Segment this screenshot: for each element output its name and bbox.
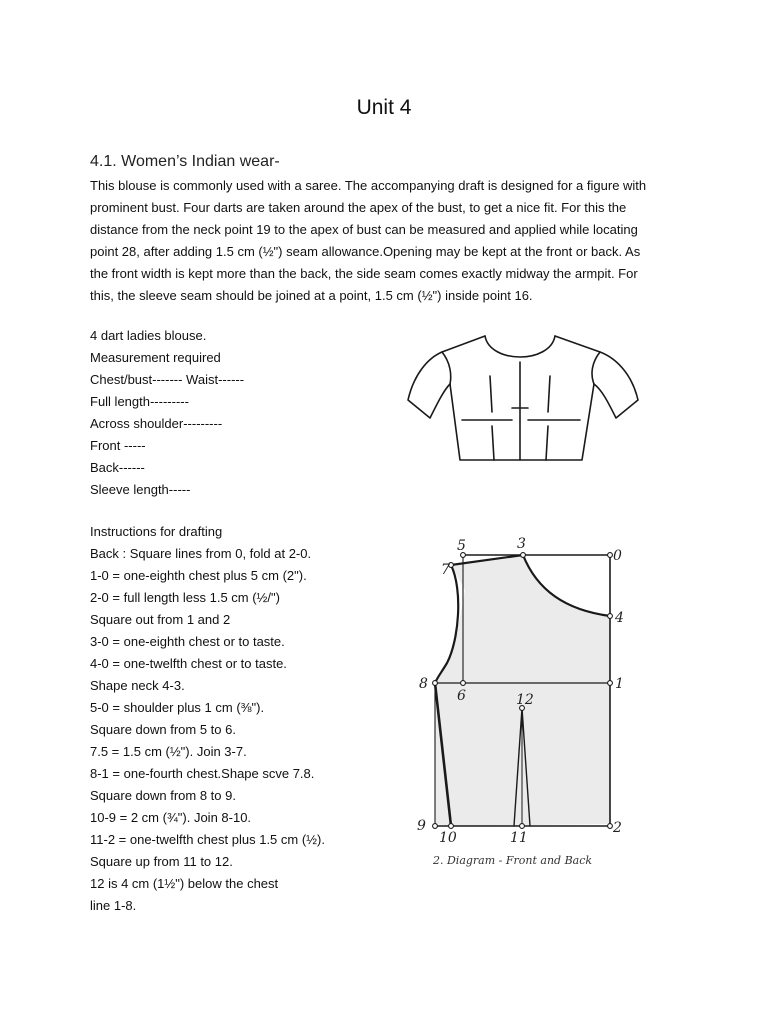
instruction-line: 11-2 = one-twelfth chest plus 1.5 cm (½). xyxy=(90,832,325,847)
right-armhole xyxy=(592,352,600,384)
instruction-line: 7.5 = 1.5 cm (½"). Join 3-7. xyxy=(90,744,247,759)
draft-diagram-svg xyxy=(405,528,645,876)
instruction-line: Back : Square lines from 0, fold at 2-0. xyxy=(90,546,312,561)
point-1-label: 1 xyxy=(615,676,624,692)
dart-upper-right xyxy=(548,376,550,412)
instruction-line: Square out from 1 and 2 xyxy=(90,612,231,627)
measurement-line: Measurement required xyxy=(90,350,221,365)
section-heading: 4.1. Women’s Indian wear- xyxy=(90,153,280,170)
intro-line: distance from the neck point 19 to the apex of bust can be measured and applied while locating xyxy=(90,222,638,237)
instruction-line: line 1-8. xyxy=(90,898,137,913)
measurement-line: Chest/bust------- Waist------ xyxy=(90,372,245,387)
left-sleeve xyxy=(408,352,450,418)
instruction-line: Square down from 8 to 9. xyxy=(90,788,236,803)
dart-upper-left xyxy=(490,376,492,412)
instruction-line: 12 is 4 cm (1½") below the chest xyxy=(90,876,279,891)
right-sleeve xyxy=(594,352,638,418)
measurement-line: 4 dart ladies blouse. xyxy=(90,328,207,343)
point-0-marker xyxy=(608,553,613,558)
left-shoulder xyxy=(442,336,485,352)
diagram-caption: 2. Diagram - Front and Back xyxy=(433,854,593,867)
measurement-list xyxy=(90,325,244,501)
point-7-label: 7 xyxy=(441,562,450,578)
measurement-line: Across shoulder--------- xyxy=(90,416,223,431)
point-11-label: 11 xyxy=(510,830,528,846)
blouse-illustration xyxy=(400,330,645,464)
point-1-marker xyxy=(608,681,613,686)
measurement-line: Back------ xyxy=(90,460,145,475)
point-11-marker xyxy=(520,824,525,829)
point-3-marker xyxy=(521,553,526,558)
point-12-label: 12 xyxy=(516,692,534,708)
point-3-label: 3 xyxy=(517,536,526,552)
intro-line: This blouse is commonly used with a saree. The accompanying draft is designed for a figure with xyxy=(90,178,647,193)
intro-line: prominent bust. Four darts are taken around the apex of the bust, to get a nice fit. For this the xyxy=(90,200,627,215)
instruction-list xyxy=(90,521,325,917)
dart-lower-left xyxy=(492,426,494,460)
point-0-label: 0 xyxy=(613,548,622,564)
blouse-sketch xyxy=(400,330,645,464)
point-9-label: 9 xyxy=(417,818,426,834)
point-2-label: 2 xyxy=(613,820,622,836)
measurement-line: Front ----- xyxy=(90,438,146,453)
point-5-label: 5 xyxy=(457,538,466,554)
intro-line: point 28, after adding 1.5 cm (½") seam allowance.Opening may be kept at the front or back. As xyxy=(90,244,641,259)
point-9-marker xyxy=(433,824,438,829)
instruction-line: Square down from 5 to 6. xyxy=(90,722,236,737)
point-2-marker xyxy=(608,824,613,829)
page-title: Unit 4 xyxy=(356,96,412,119)
instruction-line: 1-0 = one-eighth chest plus 5 cm (2"). xyxy=(90,568,307,583)
instruction-line: Instructions for drafting xyxy=(90,524,223,539)
instruction-line: 3-0 = one-eighth chest or to taste. xyxy=(90,634,285,649)
instruction-line: 4-0 = one-twelfth chest or to taste. xyxy=(90,656,287,671)
measurement-line: Sleeve length----- xyxy=(90,482,191,497)
measurement-line: Full length--------- xyxy=(90,394,189,409)
point-8-label: 8 xyxy=(419,676,428,692)
instruction-line: 5-0 = shoulder plus 1 cm (⅜"). xyxy=(90,700,265,715)
instruction-line: Square up from 11 to 12. xyxy=(90,854,233,869)
point-4-marker xyxy=(608,614,613,619)
point-6-label: 6 xyxy=(457,688,466,704)
point-4-label: 4 xyxy=(615,610,624,626)
dart-lower-right xyxy=(546,426,548,460)
point-6-marker xyxy=(461,681,466,686)
left-armhole xyxy=(442,352,451,384)
intro-paragraph xyxy=(90,175,690,307)
instruction-line: 10-9 = 2 cm (¾"). Join 8-10. xyxy=(90,810,252,825)
blouse-body xyxy=(450,384,594,460)
point-10-label: 10 xyxy=(439,830,457,846)
point-8-marker xyxy=(433,681,438,686)
point-10-marker xyxy=(449,824,454,829)
intro-line: this, the sleeve seam should be joined at a point, 1.5 cm (½") inside point 16. xyxy=(90,288,533,303)
instruction-line: Shape neck 4-3. xyxy=(90,678,185,693)
draft-diagram xyxy=(405,528,645,876)
instruction-line: 2-0 = full length less 1.5 cm (½/") xyxy=(90,590,280,605)
right-shoulder xyxy=(555,336,600,352)
instruction-line: 8-1 = one-fourth chest.Shape scve 7.8. xyxy=(90,766,315,781)
neckline xyxy=(485,336,555,357)
intro-line: the front width is kept more than the back, the side seam comes exactly midway the armpit. For xyxy=(90,266,638,281)
